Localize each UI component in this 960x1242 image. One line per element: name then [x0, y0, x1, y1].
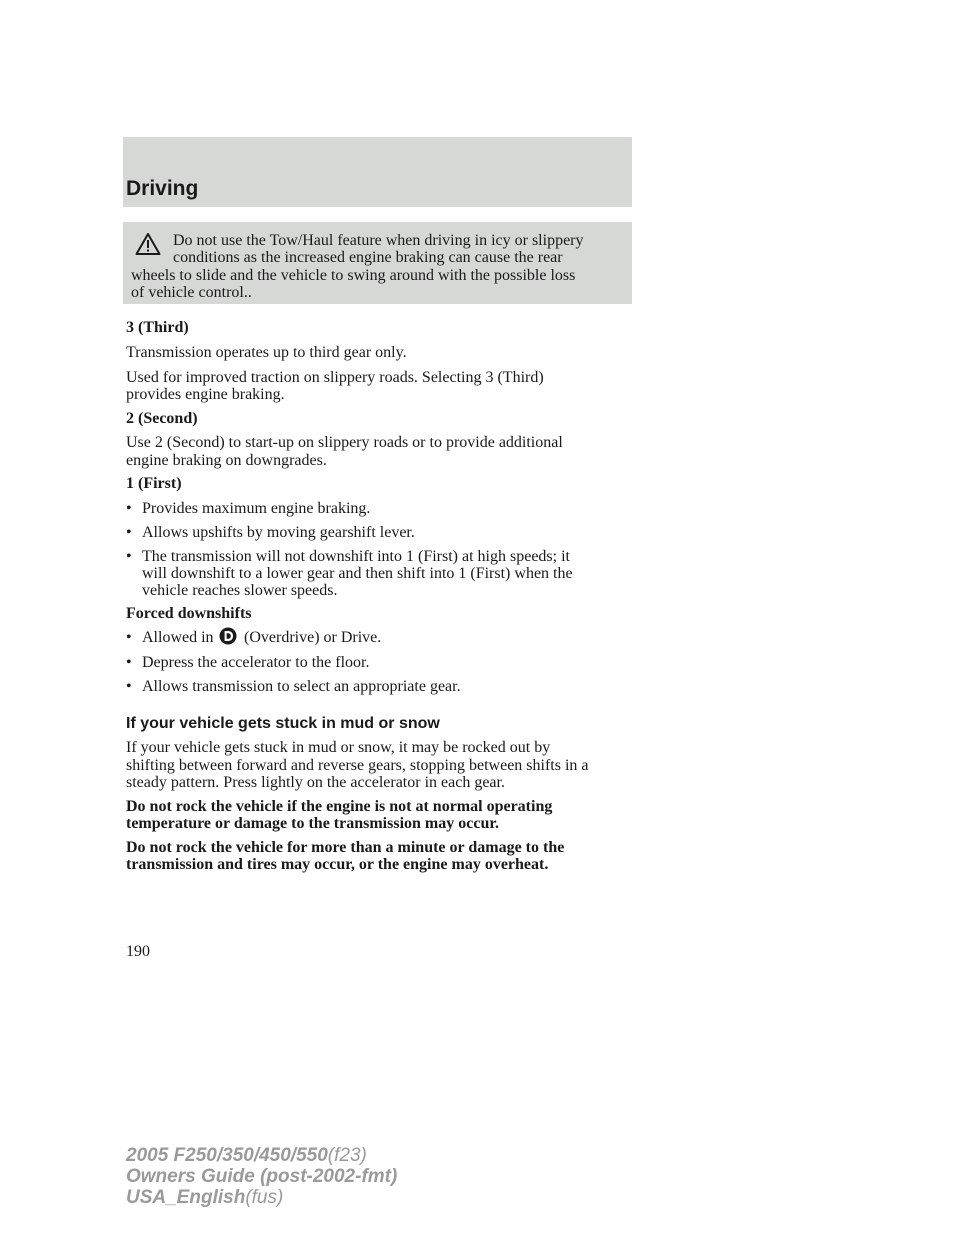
stuck-heading: If your vehicle gets stuck in mud or snow	[126, 715, 440, 732]
footer-line	[126, 1187, 397, 1208]
overdrive-icon	[219, 627, 237, 645]
stuck-paragraph: If your vehicle gets stuck in mud or snow, it may be rocked out by	[126, 739, 551, 756]
footer-model-code: (f23)	[327, 1145, 367, 1166]
stuck-warning: temperature or damage to the transmission may occur.	[126, 815, 499, 832]
stuck-warning: Do not rock the vehicle if the engine is not at normal operating	[126, 798, 553, 815]
section-title: Driving	[126, 177, 199, 200]
list-item: (Overdrive) or Drive.	[244, 629, 382, 646]
bullet-marker: •	[126, 678, 132, 695]
third-paragraph: Used for improved traction on slippery roads. Selecting 3 (Third)	[126, 369, 544, 386]
list-item: will downshift to a lower gear and then shift into 1 (First) when the	[142, 565, 573, 582]
header-band	[123, 137, 632, 207]
forced-heading: Forced downshifts	[126, 605, 252, 622]
list-item: Depress the accelerator to the floor.	[142, 654, 370, 671]
list-item: The transmission will not downshift into 1 (First) at high speeds; it	[142, 548, 570, 565]
warning-line: Do not use the Tow/Haul feature when driving in icy or slippery	[173, 232, 584, 249]
second-heading: 2 (Second)	[126, 410, 198, 427]
third-heading: 3 (Third)	[126, 319, 189, 336]
footer-language-code: (fus)	[245, 1187, 284, 1208]
first-heading: 1 (First)	[126, 475, 182, 492]
footer-model: 2005 F250/350/450/550	[126, 1145, 328, 1166]
list-item: Allows transmission to select an appropriate gear.	[142, 678, 461, 695]
page-number: 190	[126, 943, 150, 960]
bullet-marker: •	[126, 629, 132, 646]
third-paragraph: Transmission operates up to third gear only.	[126, 344, 407, 361]
list-item: vehicle reaches slower speeds.	[142, 582, 338, 599]
bullet-marker: •	[126, 654, 132, 671]
footer	[126, 1145, 397, 1208]
stuck-paragraph: steady pattern. Press lightly on the accelerator in each gear.	[126, 774, 505, 791]
bullet-marker: •	[126, 548, 132, 565]
footer-line	[126, 1145, 397, 1166]
footer-line	[126, 1166, 397, 1187]
stuck-paragraph: shifting between forward and reverse gears, stopping between shifts in a	[126, 757, 589, 774]
second-paragraph: Use 2 (Second) to start-up on slippery roads or to provide additional	[126, 434, 563, 451]
warning-triangle-icon	[135, 232, 161, 256]
list-item: Allows upshifts by moving gearshift lever.	[142, 524, 415, 541]
warning-line: wheels to slide and the vehicle to swing around with the possible loss	[131, 267, 576, 284]
warning-line: of vehicle control..	[131, 284, 252, 301]
stuck-warning: transmission and tires may occur, or the engine may overheat.	[126, 856, 549, 873]
second-paragraph: engine braking on downgrades.	[126, 452, 327, 469]
footer-language: USA_English	[126, 1187, 246, 1208]
warning-line: conditions as the increased engine braking can cause the rear	[173, 249, 563, 266]
stuck-warning: Do not rock the vehicle for more than a minute or damage to the	[126, 839, 565, 856]
bullet-marker: •	[126, 500, 132, 517]
third-paragraph: provides engine braking.	[126, 386, 285, 403]
footer-guide: Owners Guide (post-2002-fmt)	[126, 1166, 398, 1187]
list-item: Allowed in	[142, 629, 214, 646]
bullet-marker: •	[126, 524, 132, 541]
list-item: Provides maximum engine braking.	[142, 500, 371, 517]
